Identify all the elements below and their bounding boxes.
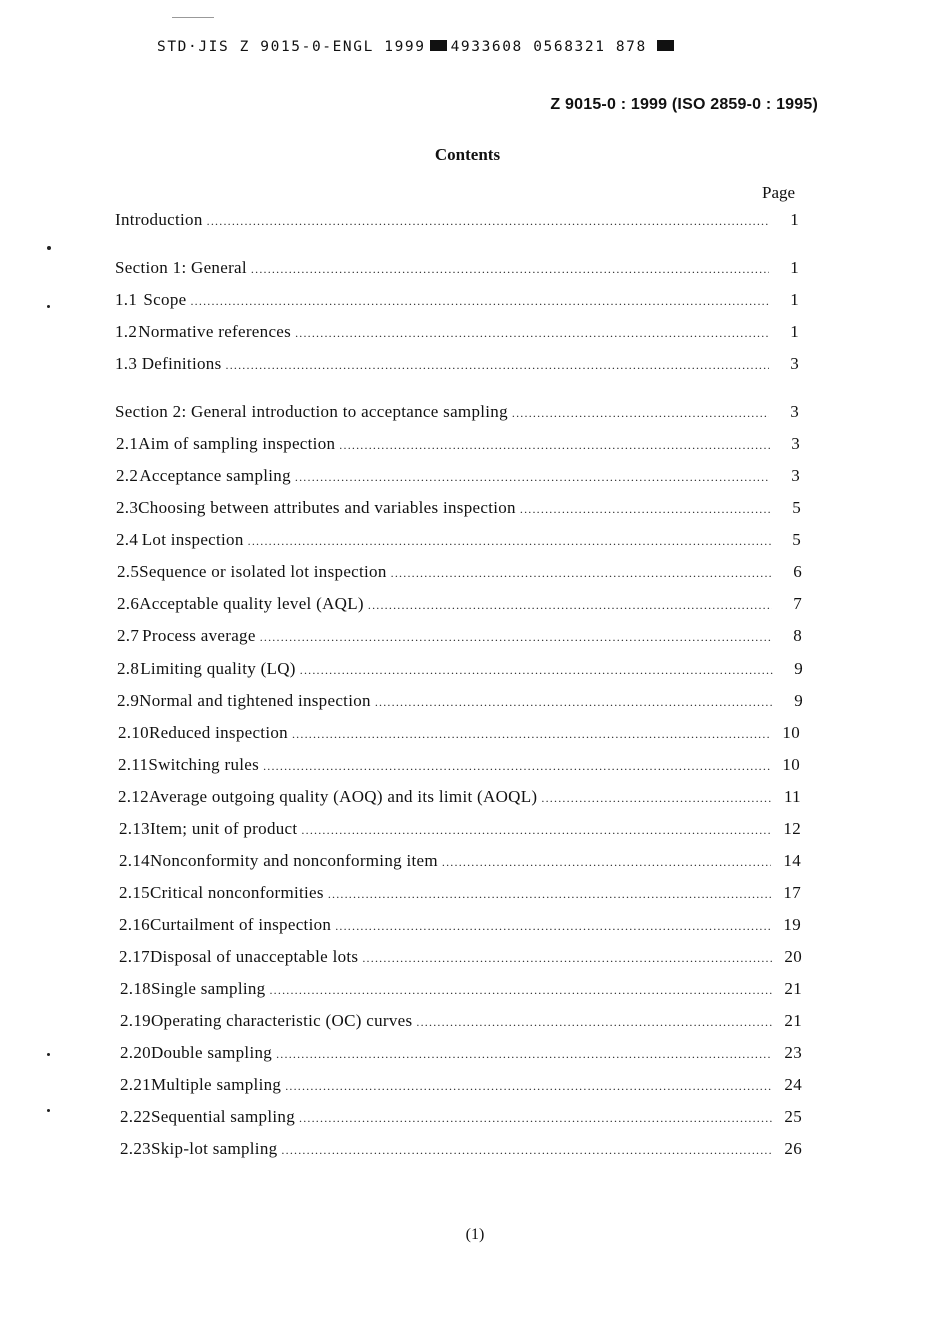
toc-entry-number: 1.2 bbox=[115, 322, 138, 341]
dot-leader bbox=[263, 760, 770, 772]
toc-entry-label: Definitions bbox=[141, 354, 222, 373]
toc-entry-number: 2.20 bbox=[120, 1043, 151, 1062]
toc-entry[interactable] bbox=[120, 1043, 802, 1063]
dot-leader bbox=[520, 503, 771, 515]
stamp-text-part1: STD·JIS Z 9015-0-ENGL 1999 bbox=[157, 39, 426, 55]
toc-entry[interactable] bbox=[117, 659, 803, 679]
page-column-heading: Page bbox=[762, 183, 796, 202]
toc-entry-number: 2.16 bbox=[119, 915, 150, 934]
toc-entry-page: 20 bbox=[784, 947, 802, 966]
toc-entry-number: 2.12 bbox=[118, 787, 149, 806]
toc-entry-number: 2.9 bbox=[117, 691, 140, 710]
toc-entry-number: 2.2 bbox=[116, 466, 139, 485]
dot-leader bbox=[416, 1016, 772, 1028]
toc-entry-number: 2.6 bbox=[117, 594, 140, 613]
toc-entry[interactable] bbox=[119, 915, 801, 935]
toc-entry-page: 19 bbox=[783, 915, 801, 934]
toc-entry[interactable] bbox=[116, 466, 800, 486]
toc-entry-number: 2.1 bbox=[116, 434, 139, 453]
toc-entry-label: Lot inspection bbox=[141, 530, 244, 549]
toc-entry-label: Disposal of unacceptable lots bbox=[149, 947, 359, 966]
toc-entry[interactable] bbox=[117, 691, 803, 711]
toc-entry-page: 14 bbox=[783, 851, 801, 870]
toc-entry-page: 3 bbox=[791, 466, 800, 485]
toc-entry-page: 8 bbox=[793, 626, 802, 645]
dot-leader bbox=[248, 535, 771, 547]
toc-entry-label: Critical nonconformities bbox=[149, 883, 324, 902]
dot-leader bbox=[512, 407, 769, 419]
dot-leader bbox=[226, 359, 770, 371]
toc-entry-number: 2.23 bbox=[120, 1139, 151, 1158]
toc-entry-label: Normal and tightened inspection bbox=[139, 691, 371, 710]
toc-entry[interactable] bbox=[115, 354, 799, 374]
toc-entry-page: 1 bbox=[790, 258, 799, 277]
toc-entry-page: 17 bbox=[783, 883, 801, 902]
toc-entry-page: 1 bbox=[790, 322, 799, 341]
toc-entry-label: Limiting quality (LQ) bbox=[140, 659, 296, 678]
toc-entry-page: 7 bbox=[793, 594, 802, 613]
dot-leader bbox=[391, 567, 772, 579]
toc-entry-page: 11 bbox=[784, 787, 801, 806]
toc-entry[interactable] bbox=[118, 787, 801, 807]
toc-entry-label: Curtailment of inspection bbox=[149, 915, 332, 934]
toc-entry-page: 9 bbox=[794, 659, 803, 678]
dot-leader bbox=[362, 952, 772, 964]
toc-entry-number: 2.14 bbox=[119, 851, 150, 870]
toc-entry-page: 3 bbox=[790, 354, 799, 373]
toc-entry-page: 3 bbox=[791, 434, 800, 453]
toc-entry[interactable] bbox=[120, 1139, 802, 1159]
toc-entry-number: 1.1 bbox=[115, 290, 138, 309]
toc-entry[interactable] bbox=[118, 755, 800, 775]
dot-leader bbox=[300, 664, 773, 676]
toc-entry-number: 2.15 bbox=[119, 883, 150, 902]
dot-leader bbox=[375, 696, 773, 708]
toc-entry-number: 2.22 bbox=[120, 1107, 151, 1126]
toc-entry-number: 2.3 bbox=[116, 498, 139, 517]
toc-entry-label: Double sampling bbox=[150, 1043, 273, 1062]
dot-leader bbox=[276, 1048, 772, 1060]
dot-leader bbox=[301, 824, 771, 836]
toc-entry-number: 2.13 bbox=[119, 819, 150, 838]
toc-entry-label: Normative references bbox=[138, 322, 292, 341]
dot-leader bbox=[541, 792, 771, 804]
toc-entry-number: 2.5 bbox=[117, 562, 140, 581]
dot-leader bbox=[335, 920, 771, 932]
toc-entry[interactable] bbox=[120, 1011, 802, 1031]
toc-entry[interactable] bbox=[119, 819, 801, 839]
dot-leader bbox=[207, 215, 769, 227]
toc-entry-page: 9 bbox=[794, 691, 803, 710]
toc-entry-number: 2.21 bbox=[120, 1075, 151, 1094]
toc-entry[interactable] bbox=[119, 883, 801, 903]
dot-leader bbox=[328, 888, 771, 900]
dot-leader bbox=[260, 631, 772, 643]
toc-entry-label: Section 2: General introduction to acceptance sampling bbox=[115, 402, 508, 421]
toc-entry-label: Scope bbox=[143, 290, 187, 309]
dot-leader bbox=[339, 439, 770, 451]
toc-entry-label: Operating characteristic (OC) curves bbox=[150, 1011, 413, 1030]
dot-leader bbox=[269, 984, 772, 996]
toc-entry[interactable] bbox=[118, 723, 800, 743]
toc-entry-label: Switching rules bbox=[148, 755, 260, 774]
toc-entry[interactable] bbox=[120, 979, 802, 999]
toc-entry[interactable] bbox=[115, 290, 799, 310]
standard-number: Z 9015-0 : 1999 (ISO 2859-0 : 1995) bbox=[550, 96, 818, 113]
dot-leader bbox=[190, 295, 769, 307]
toc-entry[interactable] bbox=[117, 594, 802, 614]
toc-entry-page: 24 bbox=[784, 1075, 802, 1094]
toc-entry-label: Reduced inspection bbox=[148, 723, 288, 742]
toc-entry-label: Item; unit of product bbox=[149, 819, 298, 838]
toc-entry-label: Nonconformity and nonconforming item bbox=[149, 851, 438, 870]
toc-entry[interactable] bbox=[120, 1107, 802, 1127]
toc-entry-page: 10 bbox=[782, 723, 800, 742]
dot-leader bbox=[295, 471, 770, 483]
toc-entry[interactable] bbox=[119, 947, 802, 967]
toc-entry-page: 10 bbox=[782, 755, 800, 774]
toc-entry-number: 2.8 bbox=[117, 659, 140, 678]
toc-entry-number: 2.11 bbox=[118, 755, 149, 774]
dot-leader bbox=[368, 599, 772, 611]
toc-entry-label: Multiple sampling bbox=[150, 1075, 282, 1094]
toc-entry-number: 2.19 bbox=[120, 1011, 151, 1030]
toc-entry-page: 5 bbox=[792, 498, 801, 517]
toc-entry-number: 2.7 bbox=[117, 626, 140, 645]
toc-entry-label: Sequence or isolated lot inspection bbox=[139, 562, 387, 581]
stamp-text-part2: 4933608 0568321 878 bbox=[450, 39, 647, 55]
toc-entry-page: 12 bbox=[783, 819, 801, 838]
toc-entry-label: Acceptable quality level (AQL) bbox=[139, 594, 364, 613]
toc-entry-number: 2.10 bbox=[118, 723, 149, 742]
toc-entry-introduction[interactable] bbox=[115, 210, 799, 230]
dot-leader bbox=[285, 1080, 772, 1092]
toc-entry[interactable] bbox=[120, 1075, 802, 1095]
dot-leader bbox=[295, 327, 769, 339]
toc-entry-label: Skip-lot sampling bbox=[150, 1139, 278, 1158]
toc-entry-page: 26 bbox=[784, 1139, 802, 1158]
toc-entry-page: 6 bbox=[793, 562, 802, 581]
toc-entry-number: 2.17 bbox=[119, 947, 150, 966]
toc-entry-page: 25 bbox=[784, 1107, 802, 1126]
toc-entry[interactable] bbox=[115, 322, 799, 342]
toc-entry[interactable] bbox=[116, 434, 800, 454]
toc-entry-label: Aim of sampling inspection bbox=[138, 434, 336, 453]
toc-entry-number: 2.18 bbox=[120, 979, 151, 998]
dot-leader bbox=[442, 856, 771, 868]
toc-entry-page: 21 bbox=[784, 1011, 802, 1030]
toc-entry-label: Section 1: General bbox=[115, 258, 247, 277]
toc-entry-page: 5 bbox=[792, 530, 801, 549]
toc-entry-section-1[interactable] bbox=[115, 258, 799, 278]
toc-entry[interactable] bbox=[116, 530, 801, 550]
toc-entry-label: Sequential sampling bbox=[150, 1107, 295, 1126]
toc-entry[interactable] bbox=[116, 498, 801, 518]
toc-entry-label: Single sampling bbox=[150, 979, 266, 998]
page-number: (1) bbox=[465, 1226, 485, 1243]
toc-entry-page: 21 bbox=[784, 979, 802, 998]
dot-leader bbox=[251, 263, 769, 275]
dot-leader bbox=[299, 1112, 772, 1124]
toc-entry-number: 2.4 bbox=[116, 530, 139, 549]
toc-entry-page: 3 bbox=[790, 402, 799, 421]
dot-leader bbox=[281, 1144, 772, 1156]
toc-entry[interactable] bbox=[117, 562, 802, 582]
toc-entry[interactable] bbox=[119, 851, 801, 871]
toc-entry-number: 1.3 bbox=[115, 354, 138, 373]
toc-entry-section-2[interactable] bbox=[115, 402, 799, 422]
toc-entry-label: Process average bbox=[142, 626, 256, 645]
toc-entry-label: Introduction bbox=[115, 210, 203, 229]
toc-entry-label: Choosing between attributes and variables inspection bbox=[138, 498, 516, 517]
toc-entry[interactable] bbox=[117, 626, 802, 646]
page-title: Contents bbox=[434, 145, 501, 164]
toc-entry-page: 23 bbox=[784, 1043, 802, 1062]
toc-entry-label: Average outgoing quality (AOQ) and its limit (AOQL) bbox=[148, 787, 538, 806]
toc-entry-page: 1 bbox=[790, 290, 799, 309]
toc-entry-page: 1 bbox=[790, 210, 799, 229]
dot-leader bbox=[292, 728, 770, 740]
toc-entry-label: Acceptance sampling bbox=[139, 466, 291, 485]
